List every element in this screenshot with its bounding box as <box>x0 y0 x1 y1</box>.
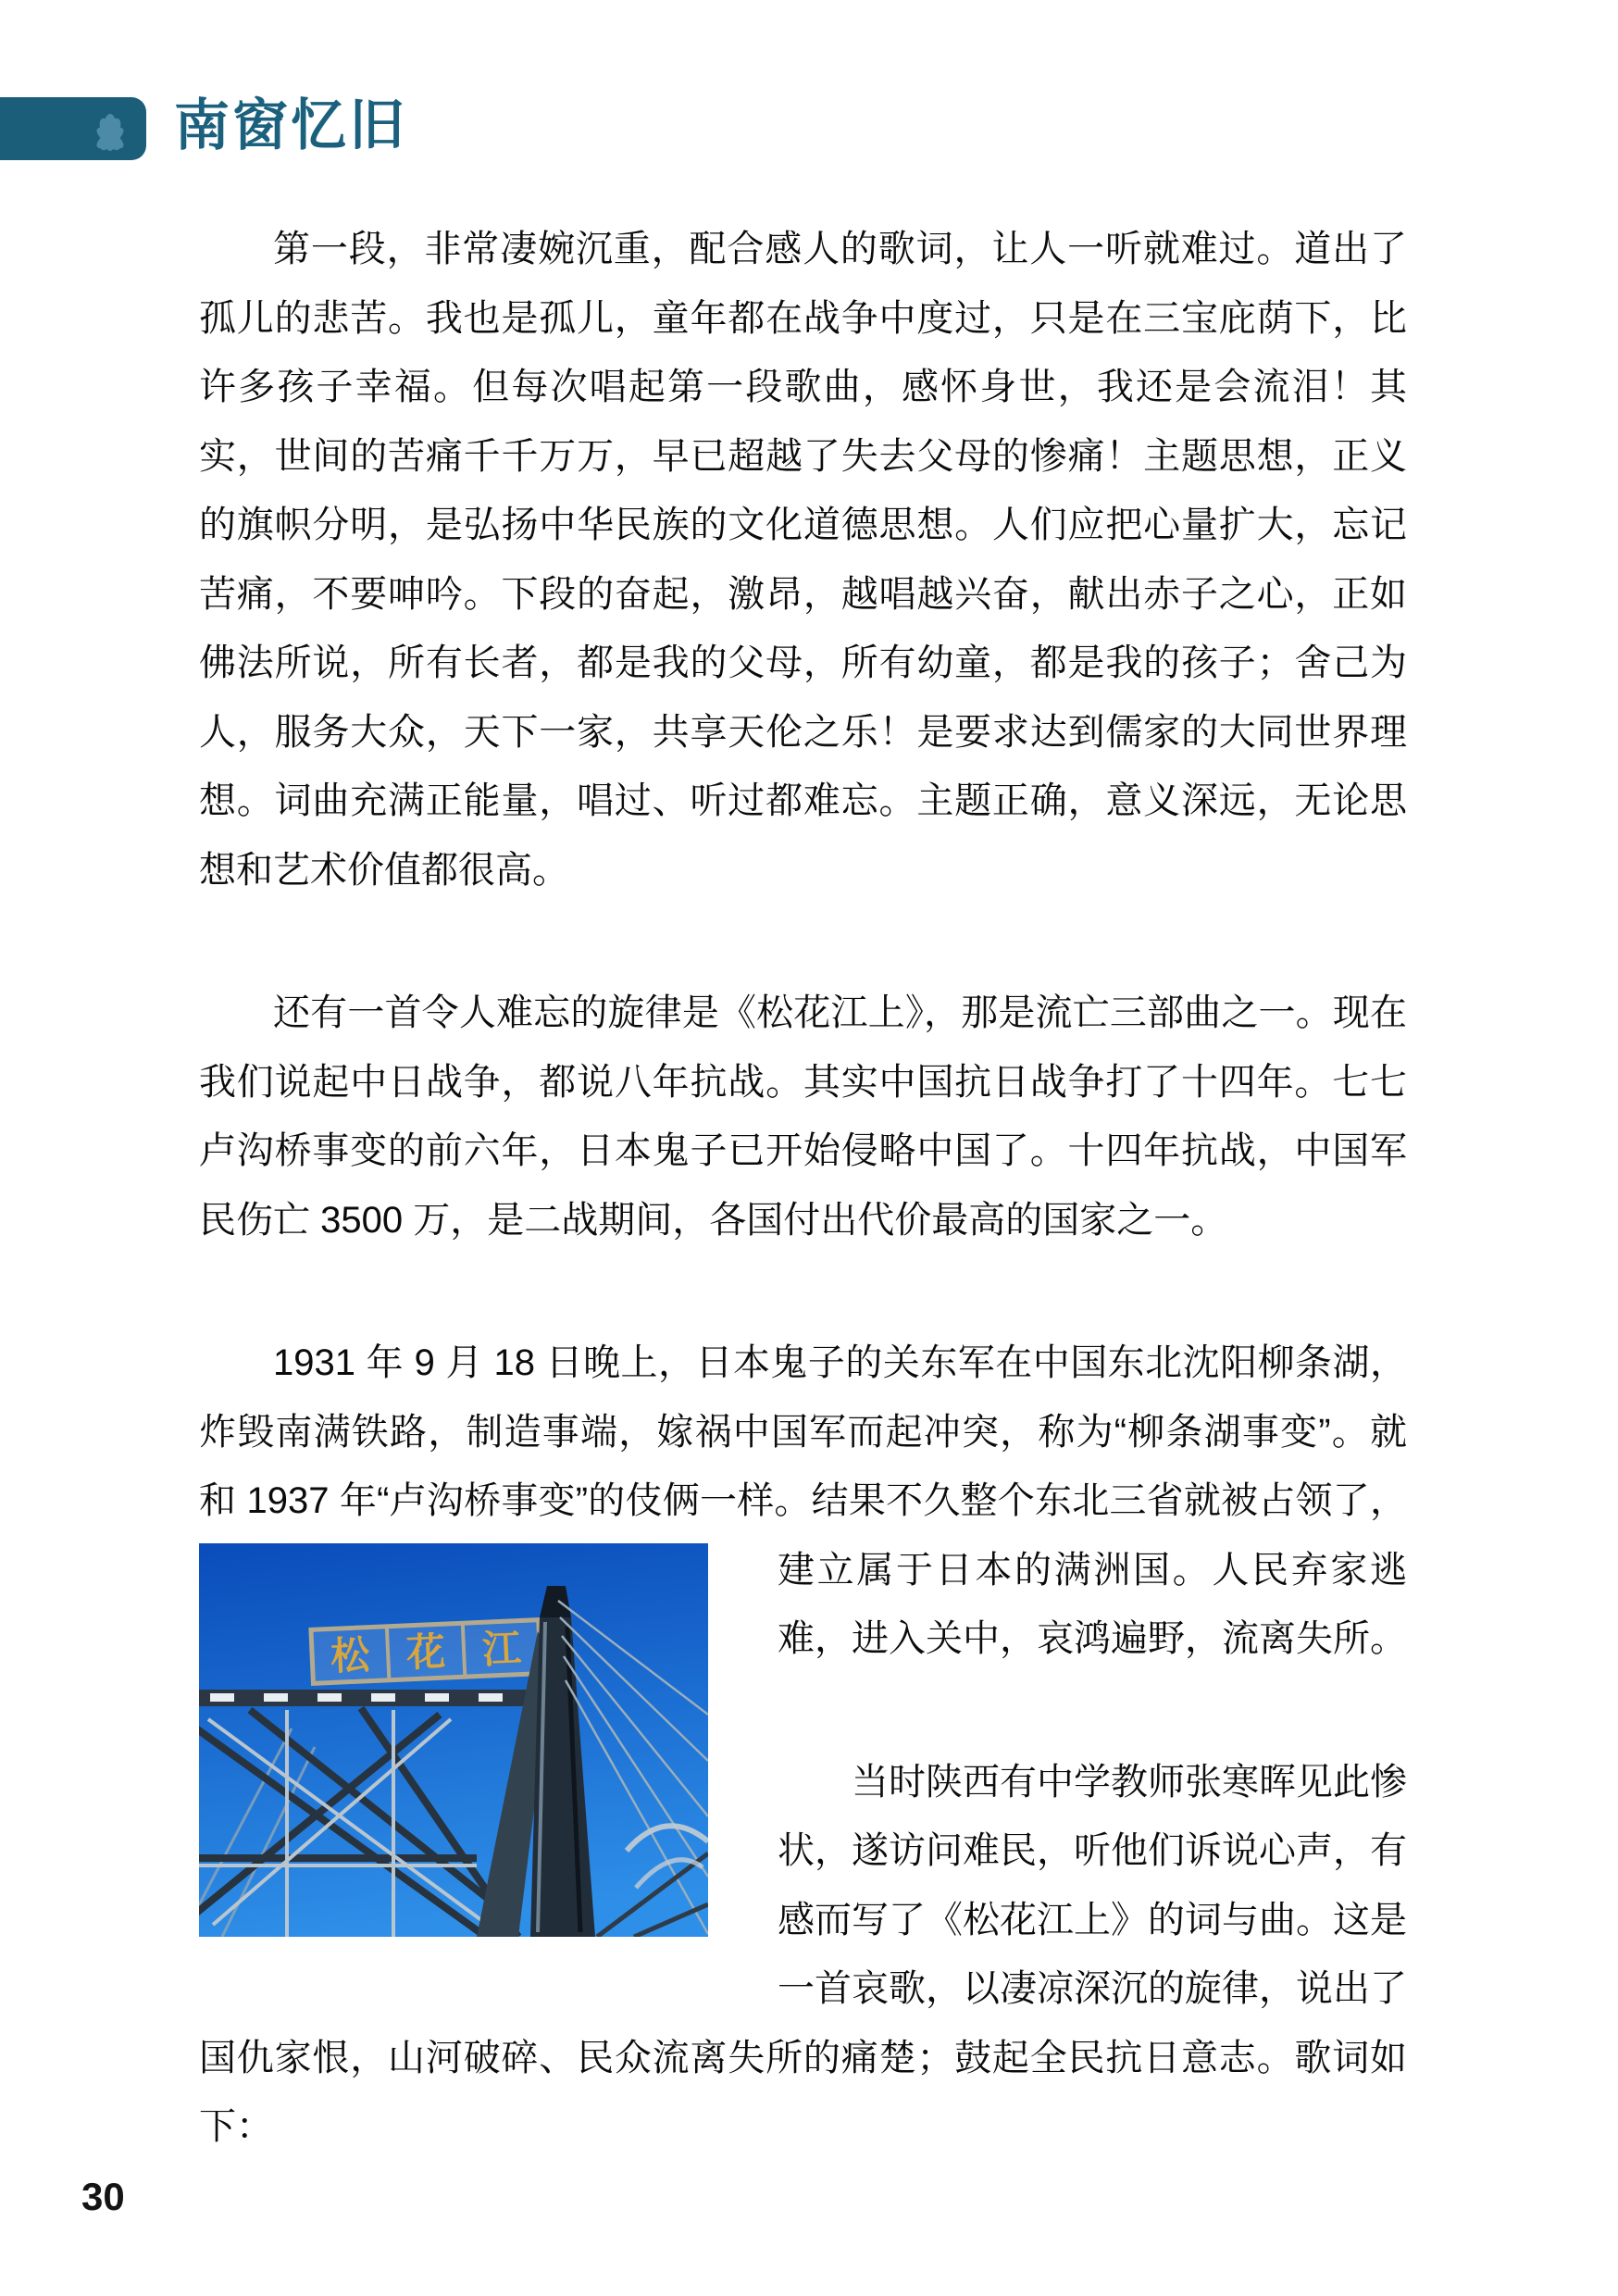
bridge-photo <box>199 1543 708 1937</box>
paragraph-3-text-start: 1931 年 9 月 18 日晚上，日本鬼子的关东军在中国东北沈阳柳条湖，炸毁南满铁路，制造事端，嫁祸中国军而起冲突，称为“柳条湖事变”。就和 1937 年“卢沟桥事变”的伎俩一样。结果不久整个东北三省就被占 <box>199 1342 1407 1521</box>
page-title: 南窗忆旧 <box>174 94 407 156</box>
article-body <box>199 215 1407 2162</box>
sign-char-1: 松 <box>330 1634 371 1678</box>
paragraph-3 <box>199 1329 1407 1678</box>
paragraph-2: 还有一首令人难忘的旋律是《松花江上》，那是流亡三部曲之一。现在我们说起中日战争，都说八年抗战。其实中国抗日战争打了十四年。七七卢沟桥事变的前六年，日本鬼子已开始侵略中国了。十四年抗战，中国军民伤亡 3500 万，是二战期间，各国付出代价最高的国家之一。 <box>199 992 1407 1241</box>
brand-bar <box>0 97 146 160</box>
page-number: 30 <box>81 2175 125 2218</box>
paragraph-4: 当时陕西有中学教师张寒晖见此惨状，遂访问难民，听他们诉说心声，有感而写了《松花江上》的词与曲。这是一首哀歌，以凄凉深沉的旋律，说出了国仇家恨，山河破碎、民众流离失所的痛楚；鼓起全民抗日意志。歌词如下： <box>199 1761 1407 2147</box>
paragraph-1: 第一段，非常凄婉沉重，配合感人的歌词，让人一听就难过。道出了孤儿的悲苦。我也是孤儿，童年都在战争中度过，只是在三宝庇荫下，比许多孩子幸福。但每次唱起第一段歌曲，感怀身世，我还是会流泪！其实，世间的苦痛千千万万，早已超越了失去父母的惨痛！主题思想，正义的旗帜分明，是弘扬中华民族的文化道德思想。人们应把心量扩大，忘记苦痛，不要呻吟。下段的奋起，激昂，越唱越兴奋，献出赤子之心，正如佛法所说，所有长者，都是我的父母，所有幼童，都是我的孩子；舍己为人，服务大众，天下一家，共享天伦之乐！是要求达到儒家的大同世界理想。词曲充满正能量，唱过、听过都难忘。主题正确，意义深远，无论思想和艺术价值都很高。 <box>199 229 1407 891</box>
paragraph-3-text-end: 领了，建立属于日本的满洲国。人民弃家逃难，进入关中，哀鸿遍野，流离失所。 <box>778 1480 1407 1659</box>
sky-background <box>199 1543 708 1937</box>
sign-char-3: 江 <box>481 1628 523 1672</box>
page-header <box>0 0 1618 194</box>
sign-char-2: 花 <box>405 1630 447 1676</box>
bridge-name-sign <box>311 1619 541 1683</box>
lotus-icon <box>80 99 141 165</box>
